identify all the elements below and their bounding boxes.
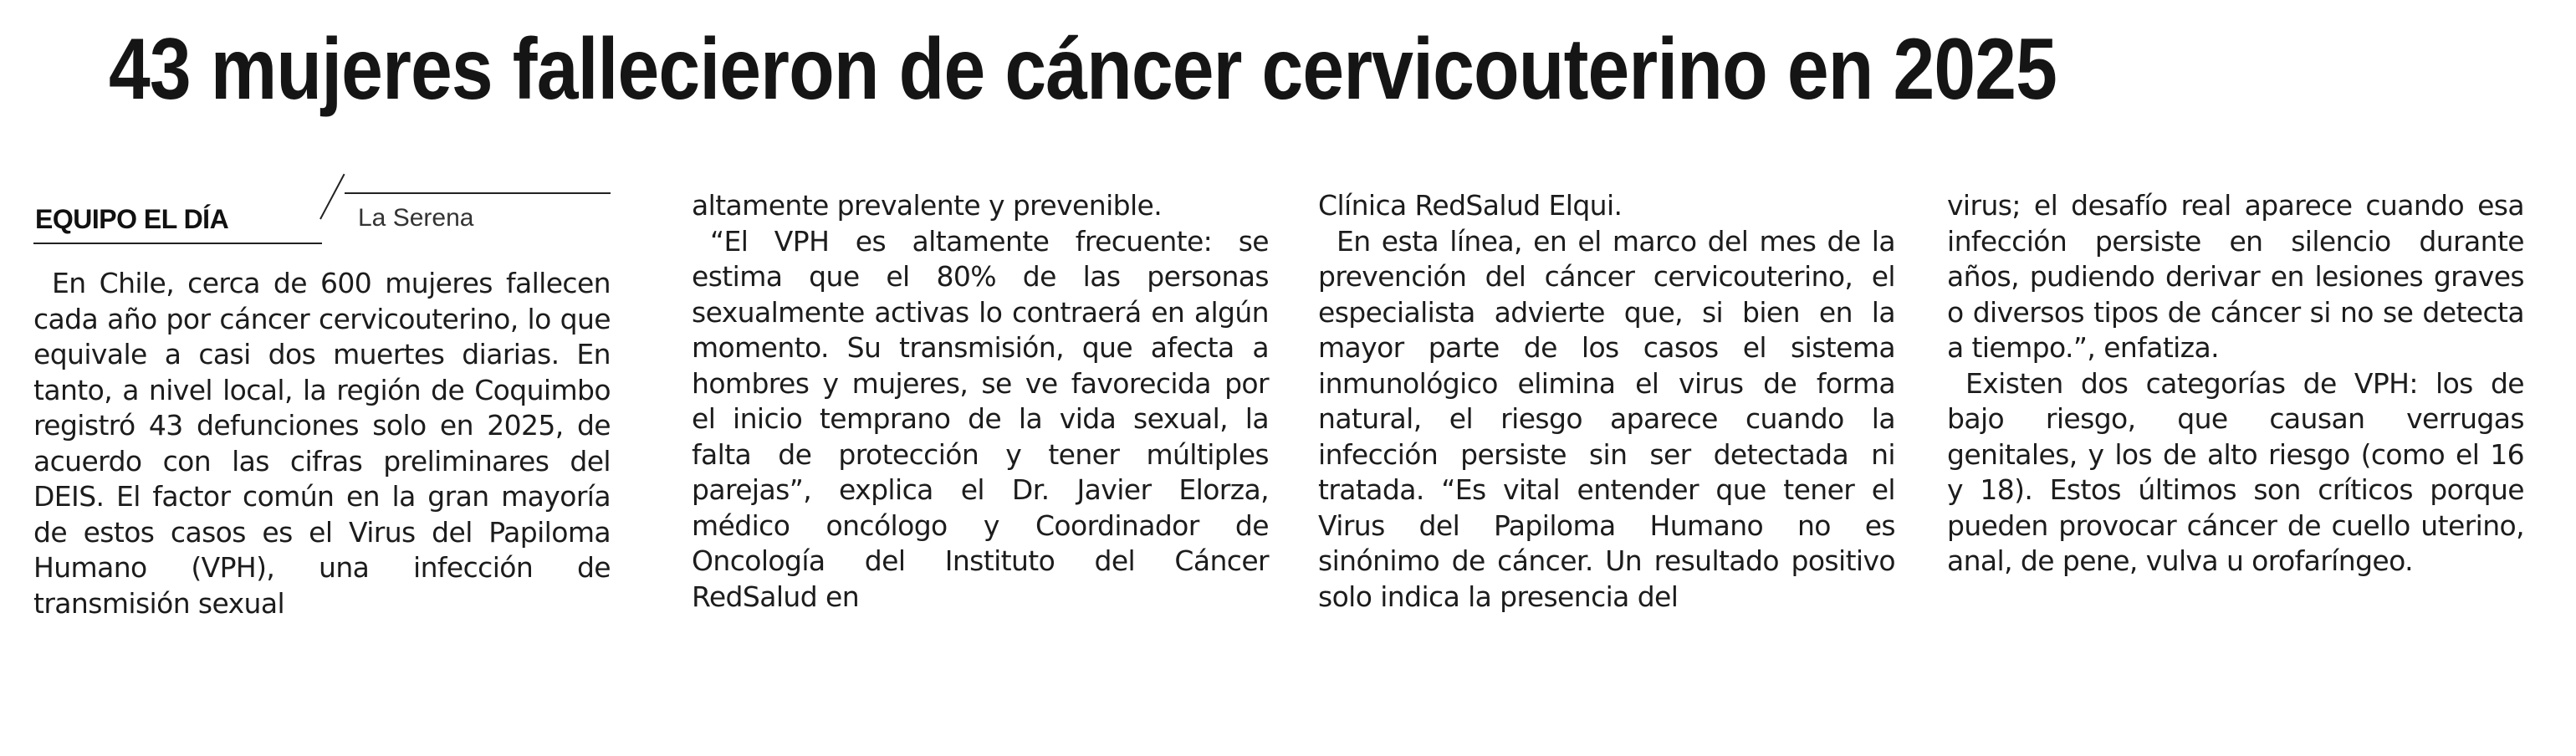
article-column-4 <box>1947 188 2524 580</box>
byline-rule-bottom <box>33 243 322 244</box>
body-paragraph-continued: Clínica RedSalud Elqui. <box>1318 189 1623 222</box>
body-paragraph: Existen dos categorías de VPH: los de bajo riesgo, que causan verrugas genitales, y los de alto riesgo (como el 16 y 18). Estos últimos son críticos porque pueden provocar cáncer de cuello uterino, anal, de pene, vulva u orofaríngeo. <box>1947 366 2524 577</box>
byline-rule-slant <box>319 174 345 220</box>
byline-location: La Serena <box>358 204 474 232</box>
byline-author: EQUIPO EL DÍA <box>35 204 229 234</box>
headline: 43 mujeres fallecieron de cáncer cervicouterino en 2025 <box>109 21 2057 118</box>
byline-rule-top <box>345 192 611 194</box>
body-paragraph: En esta línea, en el marco del mes de la prevención del cáncer cervicouterino, el especialista advierte que, si bien en la mayor parte de los casos el sistema inmunológico elimina el virus de forma natural, el riesgo aparece cuando la infección persiste sin ser detectada ni tratada. “Es vital entender que tener el Virus del Papiloma Humano no es sinónimo de cáncer. Un resultado positivo solo indica la presencia del <box>1318 224 1895 613</box>
article-column-3 <box>1318 188 1895 615</box>
article-column-2 <box>692 188 1269 615</box>
body-paragraph: En Chile, cerca de 600 mujeres fallecen cada año por cáncer cervicouterino, lo que equivale a casi dos muertes diarias. En tanto, a nivel local, la región de Coquimbo registró 43 defunciones solo en 2025, de acuerdo con las cifras preliminares del DEIS. El factor común en la gran mayoría de estos casos es el Virus del Papiloma Humano (VPH), una infección de transmisión sexual <box>33 267 611 620</box>
article-column-1 <box>33 266 611 621</box>
byline <box>33 192 611 243</box>
body-paragraph-continued: altamente prevalente y prevenible. <box>692 189 1163 222</box>
body-paragraph: “El VPH es altamente frecuente: se estima que el 80% de las personas sexualmente activas lo contraerá en algún momento. Su transmisión, que afecta a hombres y mujeres, se ve favorecida por el inicio temprano de la vida sexual, la falta de protección y tener múltiples parejas”, explica el Dr. Javier Elorza, médico oncólogo y Coordinador de Oncología del Instituto del Cáncer RedSalud en <box>692 224 1269 613</box>
body-paragraph-continued: virus; el desafío real aparece cuando esa infección persiste en silencio durante años, pudiendo derivar en lesiones graves o diversos tipos de cáncer si no se detecta a tiempo.”, enfatiza. <box>1947 189 2524 364</box>
